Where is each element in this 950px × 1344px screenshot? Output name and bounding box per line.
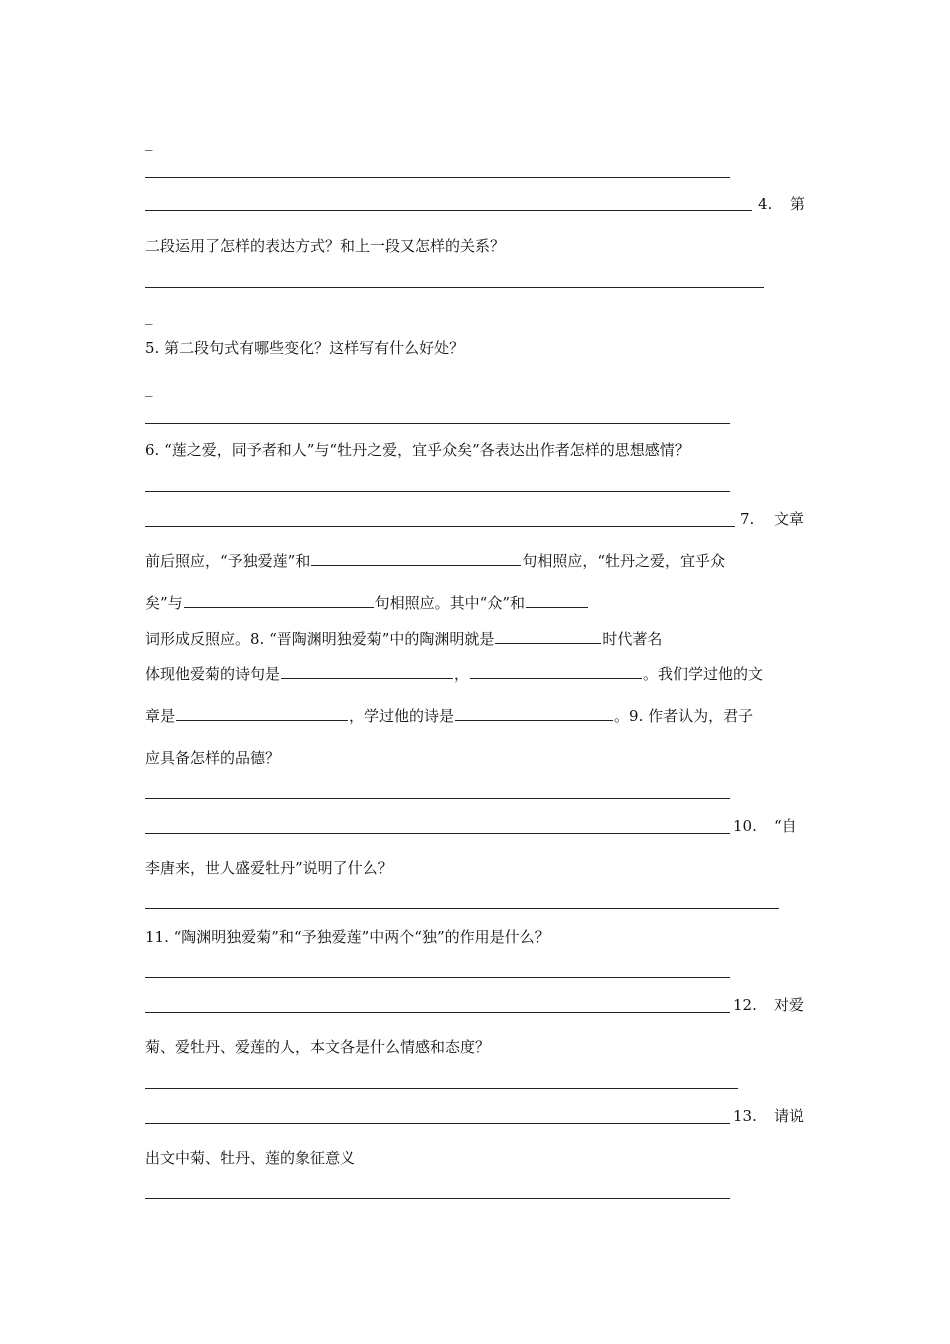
answer-line[interactable] — [145, 1123, 730, 1124]
answer-line[interactable] — [145, 210, 752, 211]
question-text: 5. 第二段句式有哪些变化？这样写有什么好处？ — [145, 339, 465, 357]
answer-line[interactable] — [145, 423, 730, 424]
question-text: 请说 — [774, 1107, 805, 1125]
question-text: 应具备怎样的品德？ — [145, 749, 281, 767]
blank-mark: _ — [145, 307, 153, 325]
question-number: 10. — [733, 817, 757, 835]
question-text: 6. “莲之爱，同予者和人”与“牡丹之爱，宜乎众矣”各表达出作者怎样的思想感情？ — [145, 441, 690, 459]
question-text: 李唐来，世人盛爱牡丹”说明了什么？ — [145, 859, 393, 877]
blank-mark: _ — [145, 133, 153, 151]
fill-blank[interactable] — [526, 606, 588, 608]
question-text: 二段运用了怎样的表达方式？和上一段又怎样的关系？ — [145, 237, 506, 255]
question-text: 对爱 — [774, 996, 805, 1014]
question-text: 前后照应，“予独爱莲”和 句相照应，“牡丹之爱，宜乎众 — [145, 552, 726, 570]
answer-line[interactable] — [145, 833, 730, 834]
answer-line[interactable] — [145, 908, 779, 909]
fill-blank[interactable] — [184, 606, 374, 608]
answer-line[interactable] — [145, 1198, 730, 1199]
answer-line[interactable] — [145, 287, 764, 288]
answer-line[interactable] — [145, 177, 730, 178]
question-text: 11. “陶渊明独爱菊”和“予独爱莲”中两个“独”的作用是什么？ — [145, 928, 550, 946]
blank-mark: _ — [145, 379, 153, 397]
fill-blank[interactable] — [281, 677, 453, 679]
question-text: 章是 ，学过他的诗是 。9. 作者认为，君子 — [145, 707, 754, 725]
answer-line[interactable] — [145, 1088, 738, 1089]
question-text: 文章 — [774, 510, 805, 528]
answer-line[interactable] — [145, 1012, 730, 1013]
question-text: 菊、爱牡丹、爱莲的人，本文各是什么情感和态度？ — [145, 1038, 491, 1056]
question-number: 12. — [733, 996, 757, 1014]
question-text: 矣”与 句相照应。其中“众”和 — [145, 593, 589, 613]
fill-blank[interactable] — [495, 642, 601, 644]
question-number: 4. — [758, 195, 773, 213]
question-number: 13. — [733, 1107, 757, 1125]
question-text: 出文中菊、牡丹、莲的象征意义 — [145, 1149, 356, 1167]
answer-line[interactable] — [145, 491, 730, 492]
fill-blank[interactable] — [311, 564, 521, 566]
fill-blank[interactable] — [470, 677, 642, 679]
fill-blank[interactable] — [455, 719, 613, 721]
fill-blank[interactable] — [176, 719, 348, 721]
question-text: “自 — [774, 817, 797, 835]
question-text: 第 — [790, 195, 806, 213]
question-number: 7. — [740, 510, 755, 528]
answer-line[interactable] — [145, 798, 730, 799]
answer-line[interactable] — [145, 977, 730, 978]
answer-line[interactable] — [145, 526, 735, 527]
question-text: 词形成反照应。8. “晋陶渊明独爱菊”中的陶渊明就是 时代著名 — [145, 630, 663, 648]
question-text: 体现他爱菊的诗句是 ， 。我们学过他的文 — [145, 665, 764, 683]
